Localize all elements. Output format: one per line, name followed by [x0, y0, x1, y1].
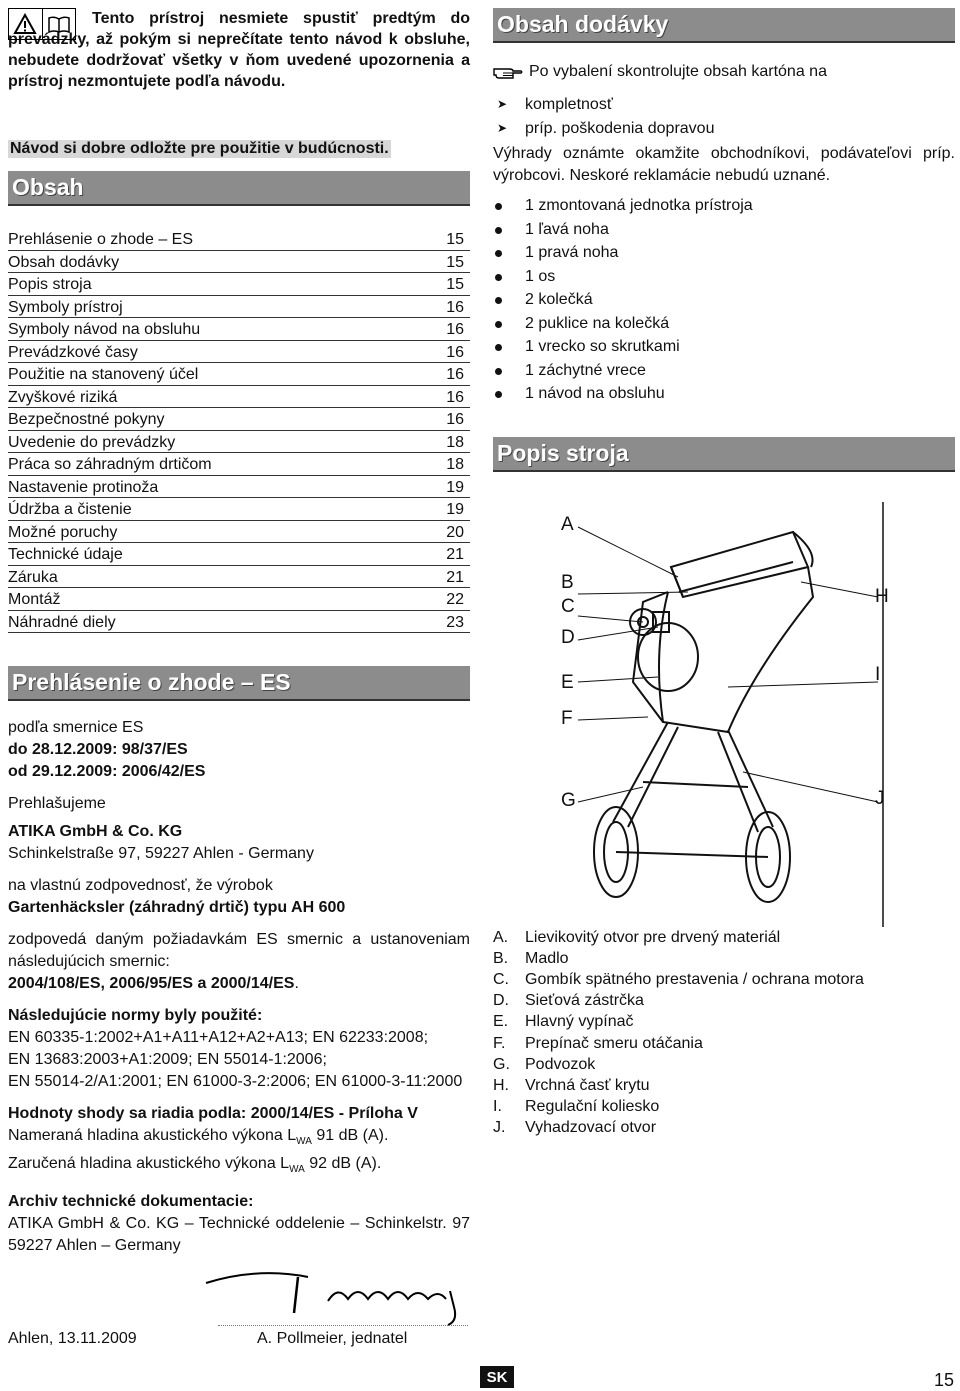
legend-row: [493, 990, 955, 1011]
toc-page: 15: [446, 253, 464, 271]
label-G: G: [561, 789, 576, 811]
toc-row: [8, 588, 470, 611]
delivery-items-list: [493, 194, 955, 406]
legend-key: C.: [493, 970, 509, 988]
label-E: E: [561, 671, 574, 693]
label-H: H: [875, 585, 889, 607]
toc-page: 18: [446, 456, 464, 473]
legend-row: [493, 948, 955, 969]
toc-label: Použitie na stanovený účel: [8, 366, 199, 383]
label-I: I: [875, 663, 881, 685]
toc-row: [8, 363, 470, 386]
directive-date-2: od 29.12.2009: 2006/42/ES: [8, 763, 206, 780]
toc-row: [8, 251, 470, 274]
toc-label: Prevádzkové časy: [8, 343, 138, 361]
warning-icons: [8, 8, 76, 40]
legend-text: Podvozok: [525, 1055, 596, 1073]
toc-page: 15: [446, 276, 464, 293]
toc-label: Údržba a čistenie: [8, 501, 132, 518]
toc-page: 21: [446, 546, 464, 563]
toc-row: [8, 611, 470, 634]
delivery-item: 1 vrecko so skrutkami: [493, 335, 955, 359]
keep-manual-note: Návod si dobre odložte pre použitie v budúcnosti.: [10, 140, 389, 157]
label-F: F: [561, 707, 573, 729]
legend-key: E.: [493, 1013, 509, 1031]
legend-text: Hlavný vypínač: [525, 1013, 634, 1031]
toc-row: [8, 543, 470, 566]
norms-line-2: EN 13683:2003+A1:2009; EN 55014-1:2006;: [8, 1051, 327, 1068]
left-column: [8, 8, 470, 1347]
declaration-body: [8, 717, 470, 1257]
check-item: ➤ príp. poškodenia dopravou: [493, 117, 955, 141]
legend-key: A.: [493, 928, 509, 946]
label-C: C: [561, 595, 575, 617]
company-address: Schinkelstraße 97, 59227 Ahlen - Germany: [8, 845, 314, 862]
toc-label: Technické údaje: [8, 546, 123, 563]
toc-row: [8, 341, 470, 364]
toc-page: 16: [446, 388, 464, 406]
language-badge: [480, 1366, 514, 1388]
signatory: A. Pollmeier, jednatel: [257, 1330, 408, 1347]
legend-key: B.: [493, 949, 509, 967]
toc-page: 20: [446, 523, 464, 541]
directives-list: 2004/108/ES, 2006/95/ES a 2000/14/ES.: [8, 975, 299, 992]
legend-key: D.: [493, 992, 509, 1010]
legend-text: Prepínač smeru otáčania: [525, 1034, 703, 1052]
delivery-item: 1 zmontovaná jednotka prístroja: [493, 194, 955, 218]
delivery-item: 1 pravá noha: [493, 241, 955, 265]
legend-key: G.: [493, 1055, 510, 1073]
toc-label: Symboly prístroj: [8, 298, 123, 316]
pointing-hand-icon: [493, 64, 523, 80]
toc-row: [8, 296, 470, 319]
legend-text: Sieťová zástrčka: [525, 992, 644, 1010]
legend-row: [493, 927, 955, 948]
delivery-item: 2 kolečká: [493, 288, 955, 312]
warning-text: Tento prístroj nesmiete spustiť predtým do prevádzky, až pokým si neprečítate tento návod k obsluhe, nebudete dodržovať všetky v ňom uvedené upozornenia a prístroj nezmontujete podľa návodu.: [8, 10, 470, 90]
toc-row: [8, 408, 470, 431]
machine-heading: Popis stroja: [493, 437, 955, 472]
machine-drawing: [493, 472, 955, 927]
language-code: SK: [486, 1368, 508, 1386]
norms-line-1: EN 60335-1:2002+A1+A11+A12+A2+A13; EN 62233:2008;: [8, 1029, 429, 1046]
toc-page: 16: [446, 343, 464, 361]
page-number: 15: [934, 1370, 955, 1390]
responsibility-text: na vlastnú zodpovednosť, že výrobok: [8, 877, 273, 894]
toc-label: Možné poruchy: [8, 523, 118, 541]
toc-row: [8, 228, 470, 251]
toc-label: Popis stroja: [8, 276, 92, 293]
toc-label: Práca so záhradným drtičom: [8, 456, 212, 473]
toc-row: [8, 521, 470, 544]
delivery-heading: Obsah dodávky: [493, 8, 955, 43]
delivery-intro-text: Po vybalení skontrolujte obsah kartóna na: [529, 63, 827, 80]
manual-book-icon: [42, 9, 76, 39]
toc-label: Bezpečnostné pokyny: [8, 411, 165, 428]
toc-page: 19: [446, 478, 464, 496]
delivery-intro: [493, 63, 955, 81]
toc-label: Záruka: [8, 568, 58, 586]
toc-row: [8, 386, 470, 409]
legend-text: Vyhadzovací otvor: [525, 1119, 657, 1137]
toc-label: Prehlásenie o zhode – ES: [8, 231, 194, 248]
contents-heading: Obsah: [8, 171, 470, 206]
legend-key: F.: [493, 1034, 506, 1052]
toc-page: 21: [446, 568, 464, 586]
delivery-item: 2 puklice na kolečká: [493, 312, 955, 336]
toc-label: Nastavenie protinoža: [8, 478, 159, 496]
garden-shredder-illustration: [493, 472, 955, 927]
toc-label: Obsah dodávky: [8, 253, 120, 271]
toc-row: [8, 431, 470, 454]
toc-page: 16: [446, 411, 464, 428]
toc-row: [8, 566, 470, 589]
we-declare: Prehlašujeme: [8, 795, 106, 812]
toc-page: 23: [446, 613, 464, 631]
legend-text: Vrchná časť krytu: [525, 1076, 650, 1094]
legend-text: Lievikovitý otvor pre drvený materiál: [525, 928, 781, 946]
delivery-item: 1 os: [493, 265, 955, 289]
warning-box: [8, 8, 470, 126]
delivery-item: 1 záchytné vrece: [493, 359, 955, 383]
toc-page: 16: [446, 321, 464, 338]
machine-legend: [493, 927, 955, 1139]
declaration-heading: Prehlásenie o zhode – ES: [8, 666, 470, 701]
noise-guaranteed: Zaručená hladina akustického výkona $L_{WA}$ 92 dB (A).: [8, 1155, 382, 1176]
archive-text: ATIKA GmbH & Co. KG – Technické oddelenie – Schinkelstr. 97 59227 Ahlen – Germany: [8, 1215, 470, 1255]
table-of-contents: [8, 228, 470, 633]
label-D: D: [561, 626, 575, 648]
right-column: [493, 8, 955, 1139]
toc-label: Uvedenie do prevádzky: [8, 433, 176, 451]
norms-line-3: EN 55014-2/A1:2001; EN 61000-3-2:2006; EN 61000-3-11:2000: [8, 1073, 463, 1090]
toc-row: [8, 273, 470, 296]
legend-text: Regulační koliesko: [525, 1098, 660, 1116]
norms-label: Následujúcie normy byly použité:: [8, 1007, 263, 1024]
signature-image: [198, 1263, 468, 1328]
toc-page: 22: [446, 591, 464, 608]
signature-line: [218, 1325, 468, 1326]
complies-text: zodpovedá daným požiadavkám ES smernic a ustanoveniam následujúcich smernic:: [8, 931, 470, 970]
signature-area: [198, 1263, 468, 1328]
noise-measured: Nameraná hladina akustického výkona $L_{WA}$ 91 dB (A).: [8, 1127, 389, 1148]
toc-page: 19: [446, 501, 464, 518]
legend-key: I.: [493, 1098, 502, 1116]
delivery-item: 1 ľavá noha: [493, 218, 955, 242]
legend-row: [493, 1033, 955, 1054]
delivery-notice: Výhrady oznámte okamžite obchodníkovi, podávateľovi príp. výrobcovi. Neskoré reklamácie nebudú uznané.: [493, 145, 955, 184]
directive-date-1: do 28.12.2009: 98/37/ES: [8, 741, 188, 758]
noise-label: Hodnoty shody sa riadia podla: 2000/14/ES - Príloha V: [8, 1105, 418, 1122]
label-A: A: [561, 513, 574, 535]
delivery-item: 1 návod na obsluhu: [493, 382, 955, 406]
legend-row: [493, 1117, 955, 1138]
directives-text: 2004/108/ES, 2006/95/ES a 2000/14/ES: [8, 975, 295, 992]
toc-row: [8, 318, 470, 341]
label-B: B: [561, 571, 574, 593]
legend-text: Madlo: [525, 949, 569, 967]
legend-row: [493, 1011, 955, 1032]
toc-row: [8, 498, 470, 521]
place-date: Ahlen, 13.11.2009: [8, 1330, 137, 1347]
toc-label: Montáž: [8, 591, 61, 608]
toc-label: Náhradné diely: [8, 613, 116, 631]
delivery-check-list: [493, 93, 955, 140]
legend-row: [493, 1096, 955, 1117]
check-item: ➤ kompletnosť: [493, 93, 955, 117]
toc-page: 18: [446, 433, 464, 451]
toc-row: [8, 476, 470, 499]
product-name: Gartenhäcksler (záhradný drtič) typu AH 600: [8, 899, 346, 916]
toc-row: [8, 453, 470, 476]
company-name: ATIKA GmbH & Co. KG: [8, 823, 183, 840]
toc-page: 16: [446, 366, 464, 383]
archive-label: Archiv technické dokumentacie:: [8, 1193, 254, 1211]
legend-text: Gombík spätného prestavenia / ochrana motora: [525, 970, 864, 988]
toc-page: 16: [446, 298, 464, 316]
legend-key: H.: [493, 1076, 509, 1094]
legend-key: J.: [493, 1119, 506, 1137]
toc-label: Symboly návod na obsluhu: [8, 321, 201, 338]
legend-row: [493, 1075, 955, 1096]
directive-intro: podľa smernice ES: [8, 719, 144, 736]
legend-row: [493, 969, 955, 990]
toc-label: Zvyškové riziká: [8, 388, 118, 406]
warning-triangle-icon: [9, 9, 42, 39]
toc-page: 15: [446, 231, 464, 248]
label-J: J: [875, 787, 885, 809]
legend-row: [493, 1054, 955, 1075]
